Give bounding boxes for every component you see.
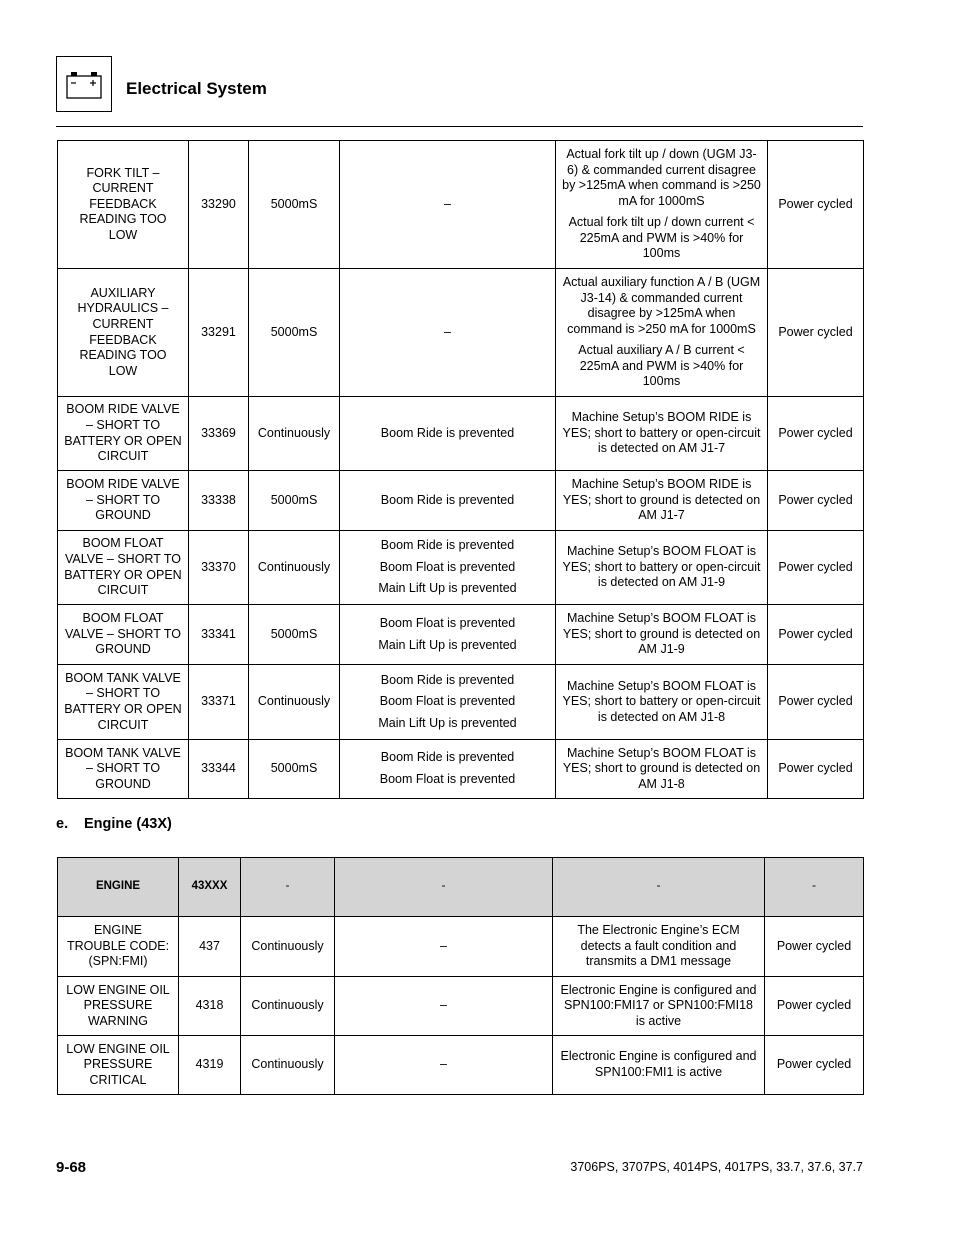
fault-effect-cell	[340, 141, 556, 269]
fault-name-cell: ENGINE TROUBLE CODE: (SPN:FMI)	[58, 917, 179, 977]
reset-cell: Power cycled	[768, 397, 864, 471]
check-timing-cell: 5000mS	[249, 141, 340, 269]
check-timing-cell: 5000mS	[249, 471, 340, 531]
fault-effect-cell-line: –	[444, 324, 451, 339]
check-timing-cell: 5000mS	[249, 605, 340, 665]
reset-cell: Power cycled	[768, 471, 864, 531]
fault-code-cell: 33370	[189, 531, 249, 605]
fault-effect-cell-line: Boom Float is prevented	[379, 694, 516, 709]
fault-condition-cell	[556, 397, 768, 471]
fault-code-cell: 33344	[189, 740, 249, 799]
fault-code-table	[57, 140, 864, 799]
reset-cell: Power cycled	[765, 977, 864, 1036]
section-icon-box	[56, 56, 112, 112]
fault-effect-cell	[340, 269, 556, 397]
fault-condition-cell	[553, 977, 765, 1036]
check-timing-cell: Continuously	[241, 917, 335, 977]
header-cell: -	[765, 858, 864, 917]
fault-condition-cell	[556, 471, 768, 531]
reset-cell: Power cycled	[765, 917, 864, 977]
reset-cell: Power cycled	[768, 531, 864, 605]
check-timing-cell: Continuously	[241, 977, 335, 1036]
table-row	[58, 917, 864, 977]
header-cell: -	[241, 858, 335, 917]
fault-name-cell: LOW ENGINE OIL PRESSURE WARNING	[58, 977, 179, 1036]
fault-effect-cell-line: Main Lift Up is prevented	[378, 715, 517, 730]
reset-cell: Power cycled	[768, 740, 864, 799]
fault-effect-cell	[340, 740, 556, 799]
fault-condition-cell-line: Machine Setup’s BOOM FLOAT is YES; short to battery or open-circuit is detected on AM J1-8	[562, 678, 761, 724]
table-row	[58, 1036, 864, 1095]
fault-condition-cell-line: Machine Setup’s BOOM RIDE is YES; short to battery or open-circuit is detected on AM J1-7	[562, 410, 761, 456]
fault-name-cell: BOOM TANK VALVE – SHORT TO BATTERY OR OPEN CIRCUIT	[58, 665, 189, 740]
fault-code-cell: 4319	[179, 1036, 241, 1095]
fault-code-cell: 33291	[189, 269, 249, 397]
section-title: Electrical System	[126, 79, 267, 98]
fault-effect-cell	[340, 665, 556, 740]
fault-condition-cell-line: Electronic Engine is configured and SPN100:FMI17 or SPN100:FMI18 is active	[560, 982, 757, 1028]
fault-name-cell: FORK TILT – CURRENT FEEDBACK READING TOO LOW	[58, 141, 189, 269]
fault-code-cell: 33341	[189, 605, 249, 665]
table-row	[58, 397, 864, 471]
check-timing-cell: 5000mS	[249, 269, 340, 397]
header-divider	[56, 126, 863, 127]
fault-condition-cell	[556, 141, 768, 269]
table-row	[58, 531, 864, 605]
fault-effect-cell	[340, 471, 556, 531]
check-timing-cell: Continuously	[249, 665, 340, 740]
table-row	[58, 977, 864, 1036]
fault-condition-cell	[553, 1036, 765, 1095]
fault-effect-cell-line: Boom Ride is prevented	[380, 750, 515, 765]
fault-effect-cell-line: –	[444, 196, 451, 211]
reset-cell: Power cycled	[768, 141, 864, 269]
fault-effect-cell-line: Boom Ride is prevented	[380, 672, 515, 687]
fault-effect-cell-line: –	[440, 1057, 447, 1072]
fault-condition-cell	[556, 605, 768, 665]
header-cell: -	[335, 858, 553, 917]
check-timing-cell: 5000mS	[249, 740, 340, 799]
table-row	[58, 269, 864, 397]
fault-condition-cell	[556, 740, 768, 799]
fault-code-cell: 4318	[179, 977, 241, 1036]
fault-effect-cell-line: Boom Ride is prevented	[380, 425, 515, 440]
table-row	[58, 471, 864, 531]
engine-fault-table	[57, 857, 864, 1095]
table-row	[58, 141, 864, 269]
reset-cell: Power cycled	[768, 605, 864, 665]
fault-code-cell: 33338	[189, 471, 249, 531]
fault-name-cell: AUXILIARY HYDRAULICS – CURRENT FEEDBACK READING TOO LOW	[58, 269, 189, 397]
header-cell: 43XXX	[179, 858, 241, 917]
fault-condition-cell-line: The Electronic Engine’s ECM detects a fault condition and transmits a DM1 message	[577, 923, 740, 969]
fault-name-cell: BOOM RIDE VALVE – SHORT TO GROUND	[58, 471, 189, 531]
fault-effect-cell	[335, 1036, 553, 1095]
fault-effect-cell-line: Boom Float is prevented	[379, 559, 516, 574]
fault-name-cell: BOOM FLOAT VALVE – SHORT TO GROUND	[58, 605, 189, 665]
fault-effect-cell	[340, 397, 556, 471]
check-timing-cell: Continuously	[249, 531, 340, 605]
fault-name-cell: LOW ENGINE OIL PRESSURE CRITICAL	[58, 1036, 179, 1095]
section-letter: e.	[56, 816, 69, 832]
fault-effect-cell-line: –	[440, 938, 447, 953]
fault-code-cell: 437	[179, 917, 241, 977]
fault-condition-cell-line: Machine Setup’s BOOM RIDE is YES; short to ground is detected on AM J1-7	[562, 477, 761, 523]
fault-effect-cell-line: Boom Ride is prevented	[380, 492, 515, 507]
fault-condition-cell	[553, 917, 765, 977]
reset-cell: Power cycled	[765, 1036, 864, 1095]
fault-effect-cell-line: Main Lift Up is prevented	[378, 637, 517, 652]
fault-condition-cell	[556, 665, 768, 740]
fault-condition-cell-line: Actual auxiliary A / B current < 225mA and PWM is >40% for 100ms	[578, 343, 745, 389]
fault-effect-cell-line: Boom Ride is prevented	[380, 538, 515, 553]
fault-condition-cell-line: Machine Setup’s BOOM FLOAT is YES; short to battery or open-circuit is detected on AM J1-9	[562, 544, 761, 590]
fault-effect-cell	[340, 605, 556, 665]
table-header-row	[58, 858, 864, 917]
fault-effect-cell	[335, 917, 553, 977]
model-list: 3706PS, 3707PS, 4014PS, 4017PS, 33.7, 37.6, 37.7	[570, 1160, 863, 1174]
header-cell: ENGINE	[58, 858, 179, 917]
page-number: 9-68	[56, 1159, 87, 1176]
fault-condition-cell-line: Electronic Engine is configured and SPN100:FMI1 is active	[560, 1049, 757, 1079]
fault-name-cell: BOOM FLOAT VALVE – SHORT TO BATTERY OR OPEN CIRCUIT	[58, 531, 189, 605]
engine-section-heading	[56, 816, 172, 832]
fault-effect-cell	[335, 977, 553, 1036]
fault-name-cell: BOOM TANK VALVE – SHORT TO GROUND	[58, 740, 189, 799]
fault-code-cell: 33371	[189, 665, 249, 740]
fault-effect-cell-line: Boom Float is prevented	[379, 772, 516, 786]
reset-cell: Power cycled	[768, 665, 864, 740]
fault-effect-cell-line: –	[440, 998, 447, 1013]
table-row	[58, 740, 864, 799]
fault-condition-cell-line: Actual auxiliary function A / B (UGM J3-14) & commanded current disagree by >125mA when command is >250 mA for 1000mS	[562, 274, 761, 336]
table-row	[58, 605, 864, 665]
fault-condition-cell-line: Machine Setup’s BOOM FLOAT is YES; short to ground is detected on AM J1-9	[562, 611, 761, 657]
fault-code-cell: 33369	[189, 397, 249, 471]
check-timing-cell: Continuously	[249, 397, 340, 471]
fault-name-cell: BOOM RIDE VALVE – SHORT TO BATTERY OR OPEN CIRCUIT	[58, 397, 189, 471]
table-row	[58, 665, 864, 740]
fault-condition-cell-line: Actual fork tilt up / down (UGM J3-6) & commanded current disagree by >125mA when command is >250 mA for 1000mS	[562, 146, 761, 208]
check-timing-cell: Continuously	[241, 1036, 335, 1095]
fault-code-cell: 33290	[189, 141, 249, 269]
fault-condition-cell	[556, 531, 768, 605]
fault-condition-cell	[556, 269, 768, 397]
header-cell: -	[553, 858, 765, 917]
reset-cell: Power cycled	[768, 269, 864, 397]
fault-effect-cell	[340, 531, 556, 605]
fault-condition-cell-line: Actual fork tilt up / down current < 225mA and PWM is >40% for 100ms	[568, 215, 755, 261]
section-heading-text: Engine (43X)	[84, 816, 172, 832]
fault-condition-cell-line: Machine Setup’s BOOM FLOAT is YES; short to ground is detected on AM J1-8	[562, 745, 761, 791]
battery-icon	[65, 70, 103, 100]
fault-effect-cell-line: Main Lift Up is prevented	[378, 581, 517, 596]
fault-effect-cell-line: Boom Float is prevented	[379, 615, 516, 630]
